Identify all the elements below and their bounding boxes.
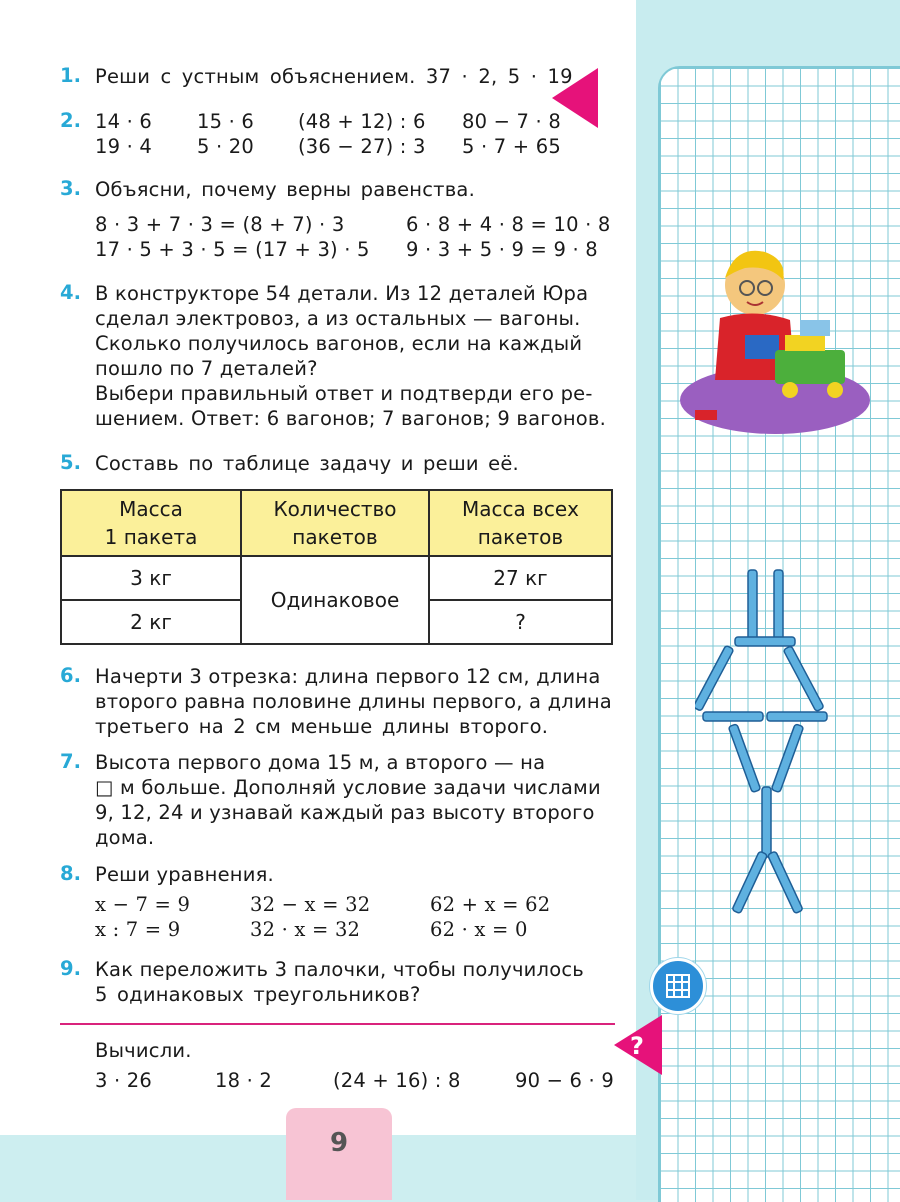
task-4-line-3: Сколько получилось вагонов, если на каждый — [95, 332, 583, 355]
sticks-puzzle-figure — [695, 565, 845, 920]
task-8-text: Реши уравнения. — [95, 863, 274, 886]
table-cell-r2c1: 2 кг — [61, 600, 241, 644]
task-7-line-1: Высота первого дома 15 м, а второго — на — [95, 751, 546, 774]
table-cell-same: Одинаковое — [241, 556, 429, 644]
task-2-r1c3: (48 + 12) : 6 — [298, 110, 426, 133]
equation-r2c2: 32 · x = 32 — [250, 918, 361, 941]
task-2-r1c1: 14 · 6 — [95, 110, 153, 133]
table-header-mass-per-pack — [61, 490, 241, 556]
task-2-r2c2: 5 · 20 — [197, 135, 255, 158]
task-9-line-1: Как переложить 3 палочки, чтобы получилось — [95, 958, 584, 981]
table-cell-r2c3: ? — [429, 600, 612, 644]
header-3-line-2: пакетов — [477, 525, 564, 549]
task-4-number: 4. — [60, 281, 81, 304]
equation-r2c3: 62 · x = 0 — [430, 918, 528, 941]
task-5-number: 5. — [60, 451, 81, 474]
task-9-line-2: 5 одинаковых треугольников? — [95, 983, 421, 1006]
task-4-line-1: В конструкторе 54 детали. Из 12 деталей Юра — [95, 282, 589, 305]
task-4-line-2: сделал электровоз, а из остальных — вагоны. — [95, 307, 581, 330]
equation-r1c2: 32 − x = 32 — [250, 893, 371, 916]
section-divider — [60, 1023, 615, 1025]
task-2-number: 2. — [60, 109, 81, 132]
review-item-1: 3 · 26 — [95, 1069, 153, 1092]
task-4-line-5: Выбери правильный ответ и подтверди его ре- — [95, 382, 593, 405]
task-7-line-4: дома. — [95, 826, 155, 849]
task-6-line-2: второго равна половине длины первого, а длина — [95, 690, 612, 713]
table-header-total-mass — [429, 490, 612, 556]
task-9-number: 9. — [60, 957, 81, 980]
task-3-number: 3. — [60, 177, 81, 200]
task-6-line-3: третьего на 2 см меньше длины второго. — [95, 715, 549, 738]
header-2-line-2: пакетов — [292, 525, 378, 549]
task-1-number: 1. — [60, 64, 81, 87]
task-4-line-6: шением. Ответ: 6 вагонов; 7 вагонов; 9 вагонов. — [95, 407, 607, 430]
boy-with-blocks-illustration — [675, 240, 875, 440]
task-7-number: 7. — [60, 750, 81, 773]
task-3-r1c2: 6 · 8 + 4 · 8 = 10 · 8 — [406, 213, 611, 236]
review-item-2: 18 · 2 — [215, 1069, 273, 1092]
table-header-pack-count — [241, 490, 429, 556]
task-3-text: Объясни, почему верны равенства. — [95, 178, 475, 201]
equation-r2c1: x : 7 = 9 — [95, 918, 181, 941]
task-8-number: 8. — [60, 862, 81, 885]
task-7-line-3: 9, 12, 24 и узнавай каждый раз высоту второго — [95, 801, 595, 824]
task-6-number: 6. — [60, 664, 81, 687]
header-1-line-1: Масса — [119, 497, 183, 521]
task-2-r1c2: 15 · 6 — [197, 110, 255, 133]
task-3-r2c1: 17 · 5 + 3 · 5 = (17 + 3) · 5 — [95, 238, 370, 261]
question-mark-icon: ? — [630, 1032, 644, 1060]
task-2-r2c1: 19 · 4 — [95, 135, 153, 158]
equation-r1c3: 62 + x = 62 — [430, 893, 551, 916]
review-item-4: 90 − 6 · 9 — [515, 1069, 614, 1092]
task-2-r2c4: 5 · 7 + 65 — [462, 135, 561, 158]
review-item-3: (24 + 16) : 8 — [333, 1069, 461, 1092]
grid-task-icon — [650, 958, 706, 1014]
task-3-r2c2: 9 · 3 + 5 · 9 = 9 · 8 — [406, 238, 598, 261]
task-4-line-4: пошло по 7 деталей? — [95, 357, 318, 380]
page-number: 9 — [329, 1128, 349, 1158]
task-5-table — [60, 489, 613, 645]
task-2-r2c3: (36 − 27) : 3 — [298, 135, 426, 158]
task-1-text: Реши с устным объяснением. 37 · 2, 5 · 19 — [95, 65, 573, 88]
task-5-text: Составь по таблице задачу и реши её. — [95, 452, 519, 475]
grid-icon — [653, 961, 703, 1011]
task-2-r1c4: 80 − 7 · 8 — [462, 110, 561, 133]
equation-r1c1: x − 7 = 9 — [95, 893, 191, 916]
header-3-line-1: Масса всех — [461, 497, 580, 521]
header-2-line-1: Количество — [273, 497, 397, 521]
task-6-line-1: Начерти 3 отрезка: длина первого 12 см, длина — [95, 665, 601, 688]
table-cell-r1c1: 3 кг — [61, 556, 241, 600]
task-3-r1c1: 8 · 3 + 7 · 3 = (8 + 7) · 3 — [95, 213, 345, 236]
header-1-line-2: 1 пакета — [104, 525, 198, 549]
review-title: Вычисли. — [95, 1039, 192, 1062]
table-cell-r1c3: 27 кг — [429, 556, 612, 600]
task-7-line-2: □ м больше. Дополняй условие задачи числами — [95, 776, 601, 799]
